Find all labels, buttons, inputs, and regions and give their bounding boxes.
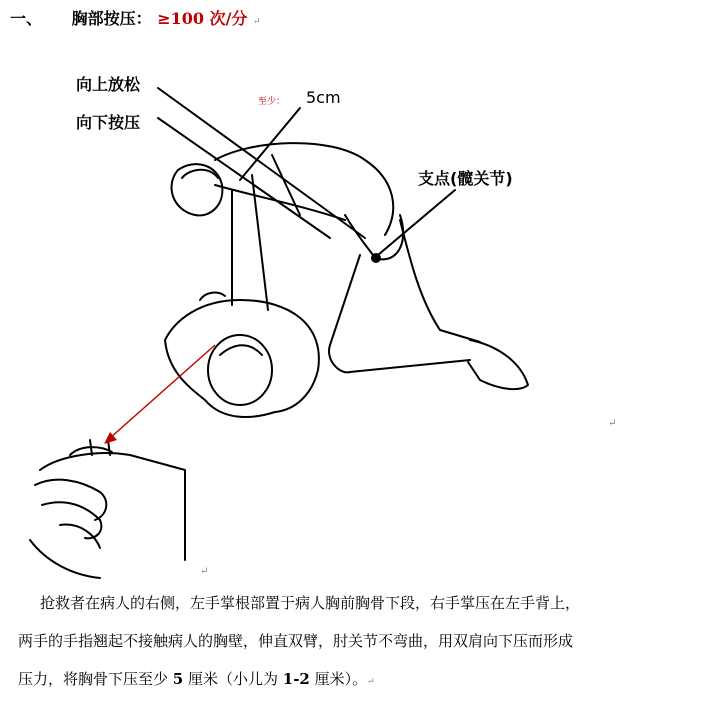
label-depth-value: 5cm (306, 88, 341, 107)
press-pointer-line (158, 118, 330, 238)
child-depth-range: 1-2 (282, 670, 310, 688)
label-release-up: 向上放松 (76, 75, 141, 94)
paragraph-line-1: 抢救者在病人的右侧，左手掌根部置于病人胸前胸骨下段，右手掌压在左手背上， (40, 594, 581, 612)
compression-rate: ≥100 次/分 (157, 9, 248, 28)
hand-top (40, 453, 185, 560)
rescuer-leg-back (400, 220, 480, 342)
hand-finger-2 (42, 502, 101, 538)
paragraph-mark: ↵ (367, 677, 375, 687)
rescuer-thigh-shin (329, 255, 470, 372)
fulcrum-pointer-line (378, 190, 455, 255)
label-depth-prefix: 至少： (258, 97, 286, 107)
rescuer-hair (182, 170, 218, 178)
patient-body (165, 300, 319, 417)
paragraph-line-2: 两手的手指翘起不接触病人的胸壁，伸直双臂，肘关节不弯曲，用双肩向下压而形成 (18, 632, 574, 650)
section-title: 胸部按压： (71, 9, 152, 28)
line3-part-c: 厘米）。 (309, 670, 368, 688)
depth-number: 5 (172, 670, 184, 688)
paragraph-mark: ↵ (200, 566, 209, 577)
paragraph-mark: ↵ (608, 418, 617, 429)
section-number: 一、 (10, 9, 43, 28)
detail-arrow-line (110, 345, 215, 438)
patient-hairline (220, 345, 262, 355)
hand-finger-1 (35, 480, 106, 520)
instruction-paragraph (18, 584, 708, 701)
label-press-down: 向下按压 (76, 113, 141, 132)
patient-shoulder (200, 293, 225, 300)
label-fulcrum: 支点(髋关节) (418, 169, 513, 188)
rescuer-hip (345, 215, 403, 259)
fulcrum-dot (371, 253, 381, 263)
rescuer-arm-right (252, 175, 268, 310)
rescuer-sleeve (272, 155, 300, 215)
hand-palm-edge (30, 540, 100, 578)
paragraph-mark: ↵ (253, 17, 261, 27)
line3-part-b: 厘米（小儿为 (183, 670, 283, 688)
line3-part-a: 压力，将胸骨下压至少 (18, 670, 173, 688)
rescuer-torso-lower (215, 185, 345, 220)
rescuer-back (215, 143, 393, 235)
rescuer-foot (468, 340, 528, 389)
rescuer-head (172, 164, 223, 215)
paragraph-line-3 (18, 660, 708, 701)
